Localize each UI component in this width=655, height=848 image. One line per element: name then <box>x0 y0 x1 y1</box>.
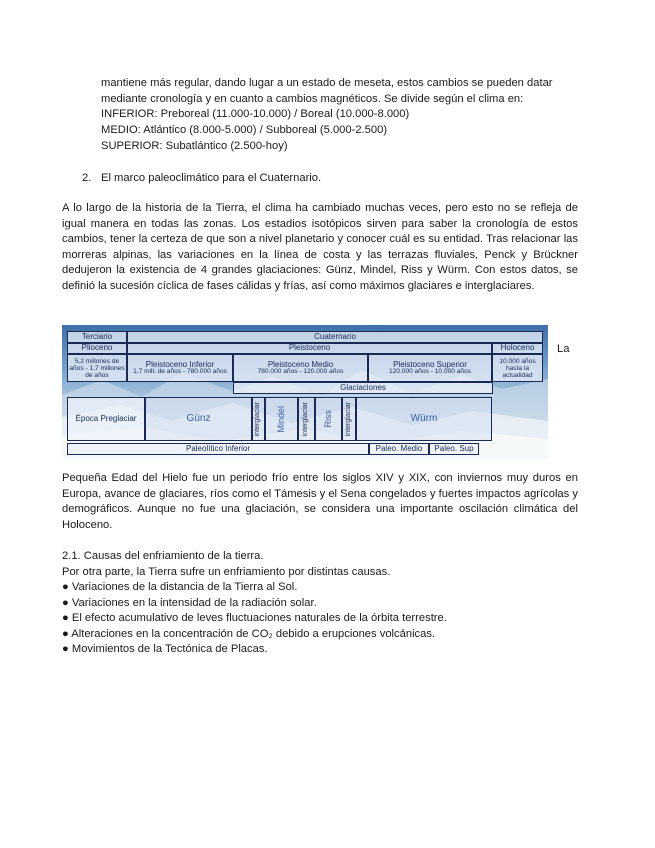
cause-list-item <box>62 642 268 658</box>
bullet-dot-icon: ● <box>62 628 69 640</box>
pleistoceno-medio-years: 780.000 años - 120.000 años <box>257 368 344 375</box>
paleolitico-superior-cell <box>429 443 479 455</box>
pleistoceno-superior-title: Pleistoceno Superior <box>393 360 467 369</box>
holoceno-years-cell <box>492 354 543 382</box>
paragraph-climate-history <box>62 201 578 295</box>
intro-line-1: mantiene más regular, dando lugar a un estado de meseta, estos cambios se pueden datar <box>101 77 553 89</box>
cause-list-item <box>62 596 317 612</box>
interglaciar-1-cell <box>252 397 265 441</box>
cause-list-item <box>62 611 447 627</box>
riss-label: Riss <box>323 410 334 428</box>
wurm-label: Würm <box>410 412 438 424</box>
terciario-label: Terciario <box>81 331 113 341</box>
wurm-cell <box>356 397 492 441</box>
paragraph-little-ice-age-text: Pequeña Edad del Hielo fue un periodo frío entre los siglos XIV y XIX, con inviernos muy duros en Europa, avance de glaciares, ríos como el Támesis y el Sena congelados y fuertes impactos agrícolas y demográficos. Aunque no fue una glaciación, se considera una importante oscilación climática del Holoceno. <box>62 472 578 531</box>
cause-list-item <box>62 627 435 643</box>
holoceno-label: Holoceno <box>500 343 535 353</box>
intro-line-3: INFERIOR: Preboreal (11.000-10.000) / Boreal (10.000-8.000) <box>101 108 410 120</box>
section-2-title: El marco paleoclimático para el Cuaternario. <box>101 172 322 184</box>
interglaciar-2-cell <box>298 397 315 441</box>
section-2-number: 2. <box>82 172 92 184</box>
bullet-dot-icon: ● <box>62 597 69 609</box>
interglaciar-3-cell <box>342 397 356 441</box>
paleolitico-inferior-cell <box>67 443 369 455</box>
plioceno-cell <box>67 343 127 354</box>
plioceno-years: 5,2 millones de años - 1,7 millones de años <box>69 357 125 379</box>
cuaternario-cell <box>127 331 543 343</box>
glaciaciones-label: Glaciaciones <box>340 382 386 392</box>
pleistoceno-label: Pleistoceno <box>288 343 331 353</box>
gunz-cell <box>145 397 252 441</box>
plioceno-years-cell <box>67 354 127 382</box>
holoceno-years: 10.000 años hasta la actualidad <box>499 357 536 379</box>
paleolitico-medio-cell <box>369 443 429 455</box>
bullet-dot-icon: ● <box>62 612 69 624</box>
cause-text: Alteraciones en la concentración de CO₂ debido a erupciones volcánicas. <box>71 628 436 640</box>
mindel-label: Mindel <box>276 405 287 433</box>
holoceno-cell <box>492 343 543 354</box>
paragraph-climate-history-text: A lo largo de la historia de la Tierra, el clima ha cambiado muchas veces, pero esto no se refleja de igual manera en todas las zonas. Los estadios isotópicos sirven para saber la cronología de estos cambios, tener la certeza de que son a nivel planetario y conocer cuál es su entidad. Tras relacionar las morreras alpinas, las variaciones en la línea de costa y las terrazas fluviales, Penck y Brückner dedujeron la existencia de 4 grandes glaciaciones: Günz, Mindel, Riss y Würm. Con estos datos, se definió la sucesión cíclica de fases cálidas y frías, así como máximos glaciares e interglaciares. <box>62 202 578 292</box>
cause-text: El efecto acumulativo de leves fluctuaciones naturales de la órbita terrestre. <box>71 612 447 624</box>
paleolitico-superior-label: Paleo. Sup <box>434 443 474 453</box>
trailing-word: La <box>557 343 570 355</box>
pleistoceno-cell <box>127 343 492 354</box>
intro-line-2: mediante cronología y en cuanto a cambios magnéticos. Se divide según el clima en: <box>101 93 524 105</box>
pleistoceno-inferior-title: Pleistoceno Inferior <box>145 360 215 369</box>
cause-text: Variaciones de la distancia de la Tierra al Sol. <box>71 581 298 593</box>
interglaciar-3-label: interglaciar <box>344 401 352 437</box>
glaciaciones-cell <box>233 382 493 394</box>
interglaciar-1-label: interglaciar <box>254 401 262 437</box>
quaternary-chronology-figure <box>62 325 548 459</box>
gunz-label: Günz <box>186 412 211 424</box>
pleistoceno-superior-years: 120.000 años - 10.000 años <box>388 368 472 375</box>
pleistoceno-superior-cell <box>368 354 492 382</box>
pleistoceno-inferior-years: 1,7 mill. de años - 780.000 años <box>133 368 227 375</box>
paleolitico-medio-label: Paleo. Medio <box>375 443 423 453</box>
preglaciar-cell <box>67 397 145 441</box>
section-2-1-intro: Por otra parte, la Tierra sufre un enfriamiento por distintas causas. <box>62 566 391 578</box>
bullet-dot-icon: ● <box>62 643 69 655</box>
pleistoceno-medio-cell <box>233 354 368 382</box>
preglaciar-label: Época Preglaciar <box>75 413 137 423</box>
intro-line-5: SUPERIOR: Subatlántico (2.500-hoy) <box>101 140 288 152</box>
cause-list-item <box>62 580 297 596</box>
pleistoceno-inferior-cell <box>127 354 233 382</box>
paragraph-little-ice-age <box>62 471 578 533</box>
bullet-dot-icon: ● <box>62 581 69 593</box>
cuaternario-label: Cuaternario <box>314 331 356 341</box>
plioceno-label: Plioceno <box>81 343 113 353</box>
pleistoceno-medio-title: Pleistoceno Medio <box>267 360 334 369</box>
cause-text: Movimientos de la Tectónica de Placas. <box>71 643 268 655</box>
section-2-1-title: 2.1. Causas del enfriamiento de la tierra. <box>62 550 264 562</box>
terciario-cell <box>67 331 127 343</box>
riss-cell <box>315 397 342 441</box>
cause-text: Variaciones en la intensidad de la radiación solar. <box>71 597 317 609</box>
interglaciar-2-label: interglaciar <box>302 401 310 437</box>
mindel-cell <box>265 397 298 441</box>
intro-line-4: MEDIO: Atlántico (8.000-5.000) / Subboreal (5.000-2.500) <box>101 124 388 136</box>
paleolitico-inferior-label: Paleolítico Inferior <box>185 443 251 453</box>
